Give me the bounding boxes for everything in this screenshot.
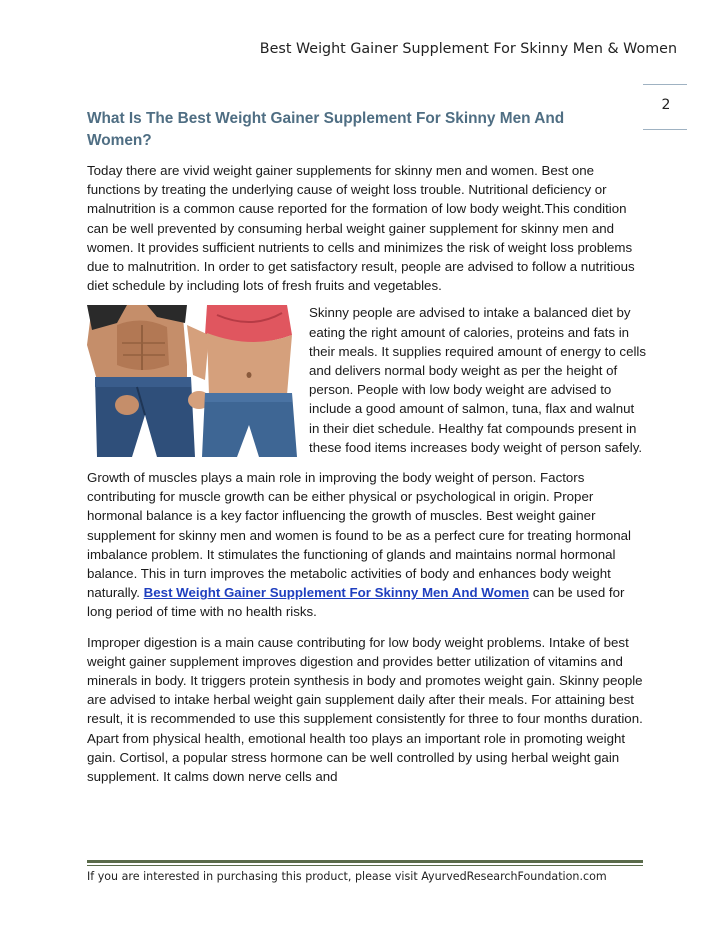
paragraph-muscles-text: Growth of muscles plays a main role in improving the body weight of person. Factors contributing for muscle growth can be either physical or psychological in origin. Proper hormonal balance is a key factor influencing the growth of muscles. Best weight gainer supplement for skinny men and women is found to be as a perfect cure for treating hormonal imbalance problem. It stimulates the functioning of glands and maintains normal hormonal balance. This in turn improves the metabolic activities of body and enhances body weight naturally. (87, 470, 631, 601)
paragraph-muscles (87, 468, 647, 622)
paragraph-intro: Today there are vivid weight gainer supplements for skinny men and women. Best one functions by treating the underlying cause of weight loss trouble. Nutritional deficiency or malnutrition is a common cause reported for the formation of low body weight.This condition can be well prevented by consuming herbal weight gainer supplement for skinny men and women. It provides sufficient nutrients to cells and minimizes the risk of weight loss problems due to malnutrition. In order to get satisfactory result, people are advised to follow a nutritious diet schedule by including lots of fresh fruits and vegetables. (87, 163, 635, 294)
article-heading: What Is The Best Weight Gainer Supplement For Skinny Men And Women? (87, 110, 565, 149)
fitness-couple-photo (87, 305, 301, 457)
footer-divider (87, 860, 643, 866)
figure-with-text (87, 303, 647, 457)
product-link[interactable]: Best Weight Gainer Supplement For Skinny Men And Women (143, 585, 530, 601)
paragraph-diet: Skinny people are advised to intake a balanced diet by eating the right amount of calories, proteins and fats in their meals. It supplies required amount of energy to cells and delivers normal body weight as per the height of person. People with low body weight are advised to include a good amount of salmon, tuna, flax and walnut in their diet schedule. Healthy fat compounds present in these food items increases body weight of person safely. (309, 305, 647, 455)
footer-text: If you are interested in purchasing this product, please visit AyurvedResearchFoundation.com (87, 870, 607, 883)
paragraph-muscles-tail: can be used for long period of time with no health risks. (87, 585, 625, 620)
page-number: 2 (661, 97, 671, 113)
paragraph-digestion: Improper digestion is a main cause contributing for low body weight problems. Intake of best weight gainer supplement improves digestion and provides better utilization of vitamins and minerals in body. It triggers protein synthesis in body and promotes weight gain. Skinny people are advised to intake herbal weight gain supplement daily after their meals. For attaining best result, it is recommended to use this supplement consistently for three to four months duration. Apart from physical health, emotional health too plays an important role in promoting weight gain. Cortisol, a popular stress hormone can be well controlled by using herbal weight gain supplement. It calms down nerve cells and (87, 634, 643, 785)
page-content (87, 108, 647, 786)
header-title: Best Weight Gainer Supplement For Skinny Men & Women (259, 41, 677, 57)
fitness-couple-illustration (87, 305, 301, 457)
